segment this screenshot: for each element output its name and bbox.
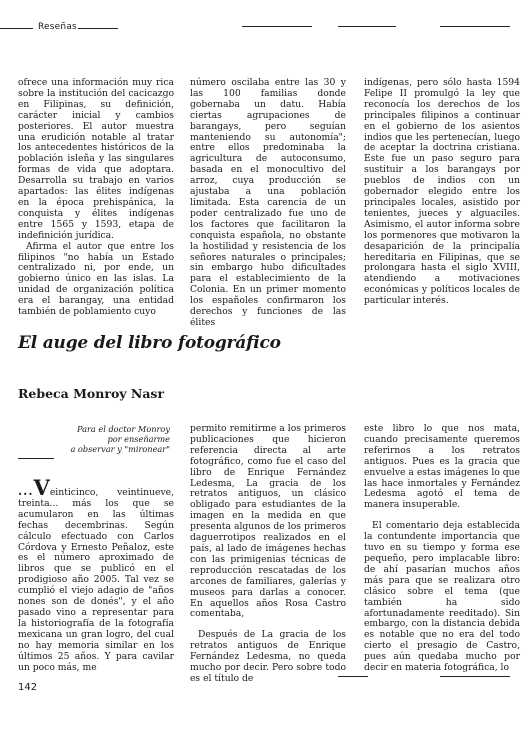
paragraph: indígenas, pero sólo hasta 1594 Felipe II promulgó la ley que reconocía los derechos de los principales filipinos a continuar en el gobierno de los asientos indios que les pertenecían, luego de aceptar la doctrina cristiana. Este fue un paso seguro para sustituir a los barangays por pueblos de indios con un gobernador elegido entre los principales locales, asistido por tenientes, jueces y alguaciles. Asimismo, el autor informa sobre los pormenores que motivaron la desaparición de la principalía hereditaria en Filipinas, que se prolongara hasta el siglo XVIII, atendiendo a motivaciones económicas y políticos locales de particular interés. [364, 77, 520, 307]
epigraph-line: Para el doctor Monroy [76, 424, 170, 434]
header-rule-mid [78, 28, 118, 29]
top-crop-mark-1 [242, 26, 312, 27]
epigraph-line: a observar y "mironear" [70, 444, 170, 454]
top-column-3 [364, 78, 520, 307]
top-column-1 [18, 78, 174, 318]
bottom-crop-mark-2 [440, 676, 510, 677]
opening-paragraph [18, 475, 174, 673]
dropcap-rule [18, 458, 54, 459]
section-label: Reseñas [38, 22, 77, 32]
paragraph: Afirma el autor que entre los filipinos "no había un Estado centralizado ni, por ende, un gobierno único en las islas. La unidad de organización política era el barangay, una entidad también de poblamiento cuyo [18, 240, 174, 318]
paragraph: ofrece una información muy rica sobre la institución del cacicazgo en Filipinas, su definición, carácter inicial y cambios posteriores. El autor muestra una erudición notable al tratar los antecedentes históricos de la población isleña y las singulares formas de vida que adoptara. Desarrolla su trabajo en varios apartados: las élites indígenas en la época prehispánica, la conquista y élites indígenas entre 1565 y 1593, etapa de indefinición jurídica. [18, 77, 174, 241]
block-quote: Después de La gracia de los retratos antiguos de Enrique Fernández Ledesma, no queda mucho por decir. Pero sobre todo es el título de [190, 629, 346, 684]
article-author: Rebeca Monroy Nasr [18, 386, 165, 401]
article-title: El auge del libro fotográfico [18, 333, 281, 353]
header-rule-left [0, 28, 33, 29]
page-number: 142 [18, 682, 38, 693]
dropcap-dots: ... [18, 484, 34, 498]
quote-continuation: este libro lo que nos mata, cuando precisamente queremos referirnos a los retratos antiguos. Pues es la gracia que envuelve a estas imágenes lo que las hace inmortales y Fernández Ledesma agotó el tema de manera insuperable. [364, 423, 520, 511]
top-crop-mark-3 [440, 26, 510, 27]
epigraph [18, 424, 170, 454]
paragraph: El comentario deja establecida la contundente importancia que tuvo en su tiempo y forma ese pequeño, pero implacable libro: de ahí pasarían muchos años más para que se realizara otro clásico sobre el tema (que también ha sido afortunadamente reeditado). Sin embargo, con la distancia debida es notable que no era del todo cierto el presagio de Castro, pues aún quedaba mucho por decir en materia fotográfica, lo [364, 520, 520, 674]
article-column-1 [18, 475, 174, 673]
epigraph-line: por enseñarme [107, 434, 170, 444]
dropcap-letter: V [33, 475, 50, 500]
bottom-crop-mark-1 [338, 676, 368, 677]
article-column-3 [364, 424, 520, 674]
opening-text: einticinco, veintinueve, treinta... más los que se acumularon en las últimas fechas decembrinas. Según cálculo efectuado con Carlos Córdova y Ernesto Peñaloz, este es el número aproximado de libros que se publicó en el prodigioso año 2005. Tal vez se cumplió el viejo adagio de "años nones son de donés", y el año pasado vino a representar para la historiografía de la fotografía mexicana un gran logro, del cual no hay memoria similar en los últimos 25 años. Y para cavilar un poco más, me [18, 487, 174, 673]
top-crop-mark-2 [338, 26, 396, 27]
paragraph: permito remitirme a los primeros publicaciones que hicieron referencia directa al arte fotográfico, como fue el caso del libro de Enrique Fernández Ledesma, La gracia de los retratos antiguos, un clásico obligado para estudiantes de la imagen en la medida en que presenta algunos de los primeros daguerrotipos realizados en el país, al lado de imágenes hechas con las primigenias técnicas de reproducción rescatadas de los arcones de familiares, galerías y museos para darlas a conocer. En aquellos años Rosa Castro comentaba, [190, 423, 346, 620]
top-column-2 [190, 78, 346, 329]
paragraph: número oscilaba entre las 30 y las 100 familias donde gobernaba un datu. Había ciertas agrupaciones de barangays, pero seguían manteniendo su autonomía"; entre ellos predominaba la agricultura de autoconsumo, basada en el monocultivo del arroz, cuya producción se ajustaba a una población limitada. Esta carencia de un poder centralizado fue uno de los factores que facilitaron la conquista española, no obstante la hostilidad y resistencia de los señores naturales o principales; sin embargo hubo dificultades para el establecimiento de la Colonia. En un primer momento los españoles confirmaron los derechos y funciones de las élites [190, 77, 346, 328]
article-column-2 [190, 424, 346, 685]
